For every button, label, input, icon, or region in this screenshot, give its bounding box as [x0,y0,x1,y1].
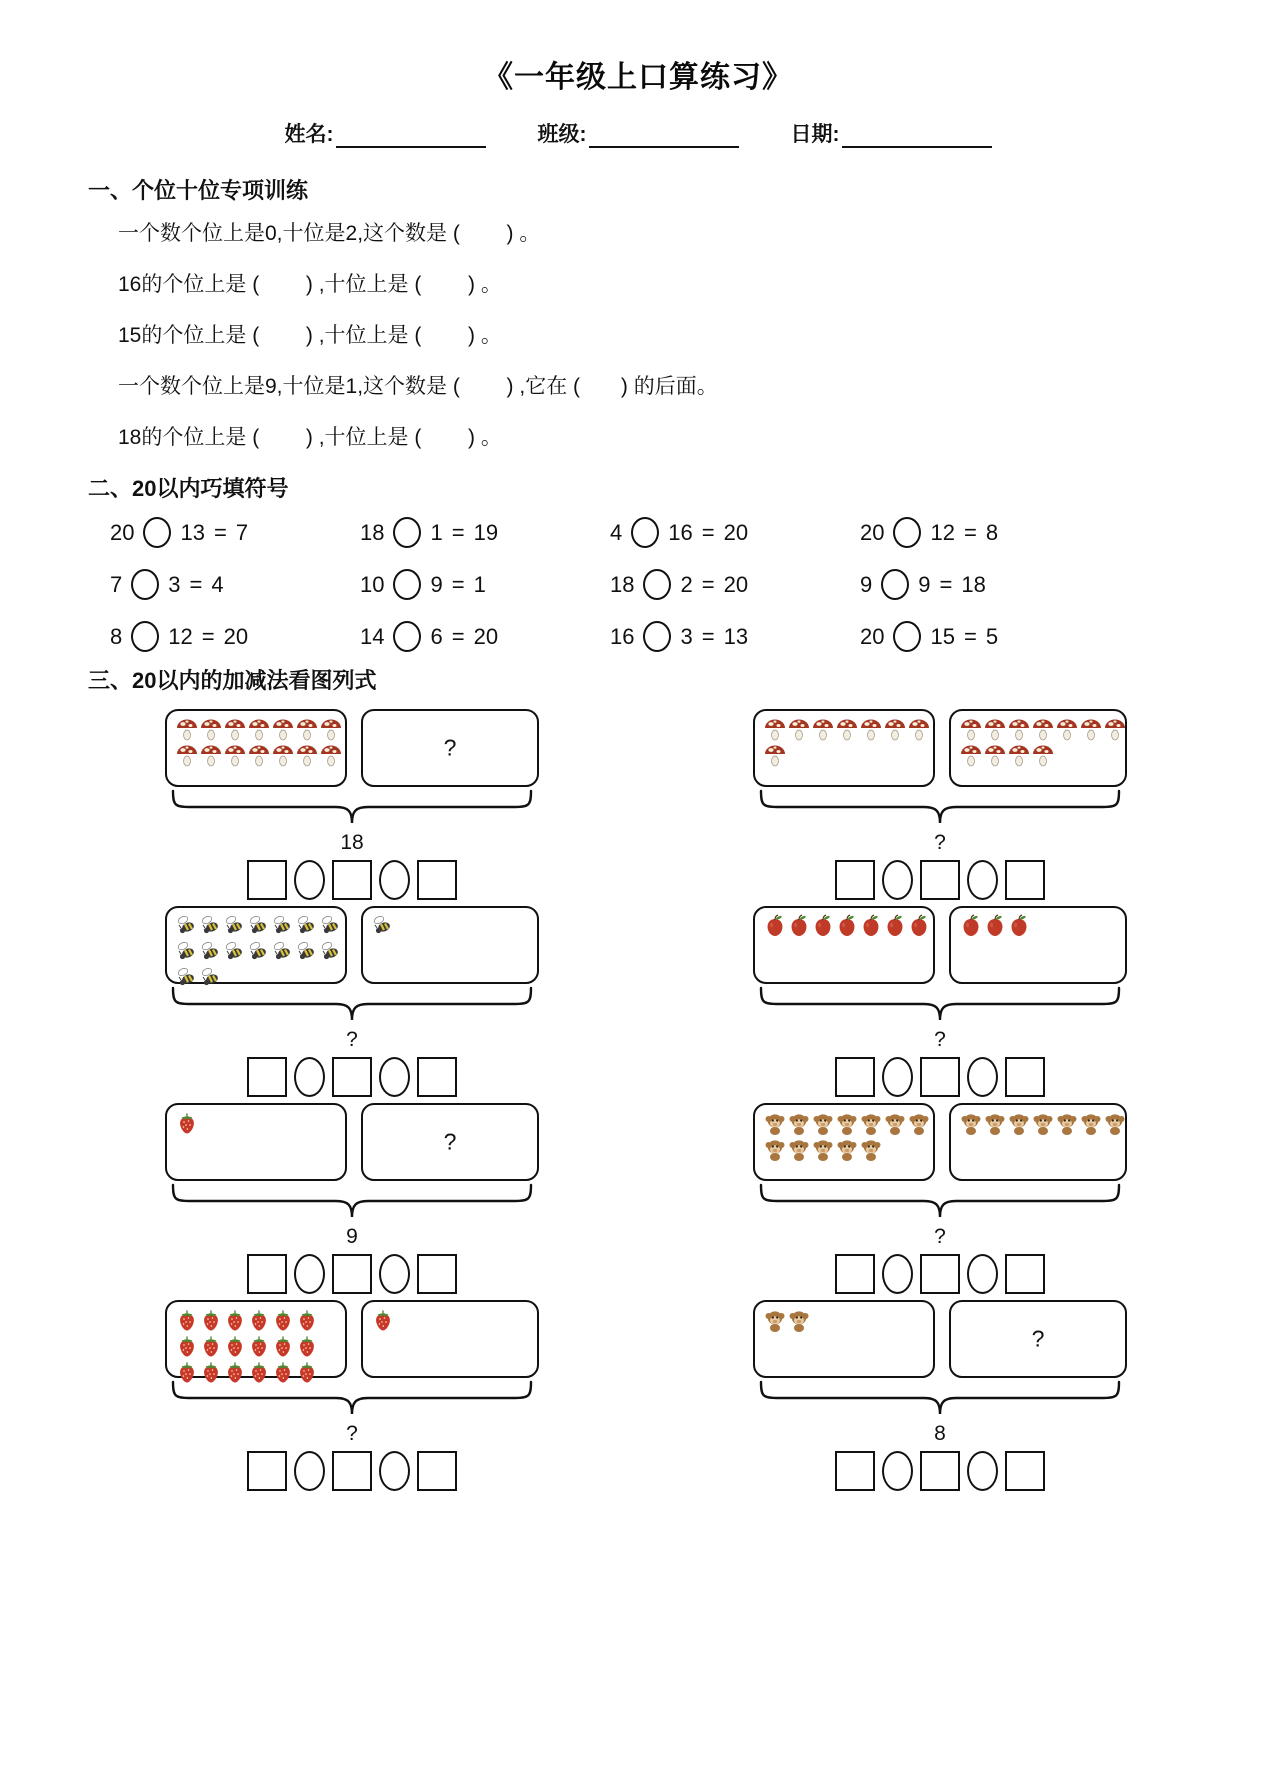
strawberry-icon [295,1333,319,1359]
bee-icon [199,913,223,939]
date-blank[interactable] [842,126,992,148]
page-title: 《一年级上口算练习》 [483,61,793,94]
worksheet-page [0,52,1276,1788]
answer-number-box[interactable] [920,1254,960,1294]
right-item-box [949,1103,1127,1181]
bee-icon [319,913,343,939]
equation-right-operand: 3 [168,571,181,597]
bee-icon [319,939,343,965]
equation-right-operand: 9 [918,571,931,597]
bee-icon [199,939,223,965]
operator-circle[interactable] [131,569,159,600]
left-item-box [165,1103,347,1181]
equation-left-operand: 16 [610,623,635,649]
answer-slot-row [646,860,1234,900]
item-boxes [58,709,646,787]
item-group [959,1110,1127,1136]
equation-result: 20 [473,623,499,649]
strawberry-icon [175,1307,199,1333]
monkey-icon [787,1307,811,1333]
section-1-heading: 一、个位十位专项训练 [88,178,309,203]
operator-circle[interactable] [881,569,909,600]
item-boxes [58,1300,646,1378]
equation-grid [110,517,1110,652]
apple-icon [1007,913,1031,939]
mushroom-icon [1007,742,1031,768]
answer-slot-row [646,1254,1234,1294]
total-value: ? [934,1028,946,1051]
strawberry-icon [271,1333,295,1359]
equation-left-operand: 8 [110,623,123,649]
operator-circle[interactable] [643,621,671,652]
mushroom-icon [271,742,295,768]
mushroom-icon [835,716,859,742]
right-item-box [361,709,539,787]
monkey-icon [787,1136,811,1162]
strawberry-icon [223,1307,247,1333]
item-boxes [58,1103,646,1181]
equation-item [860,569,1110,600]
mushroom-icon [175,716,199,742]
left-item-box [753,1300,935,1378]
picture-problem-row [0,1300,1276,1491]
operator-circle[interactable] [131,621,159,652]
equation-right-operand: 3 [680,623,693,649]
apple-icon [811,913,835,939]
name-label: 姓名: [284,123,334,146]
equation-item [860,621,1110,652]
monkey-icon [763,1110,787,1136]
bee-icon [175,939,199,965]
mushroom-icon [295,716,319,742]
bee-icon [295,939,319,965]
right-item-box [361,906,539,984]
answer-number-box[interactable] [1005,1451,1045,1491]
answer-number-box[interactable] [332,1451,372,1491]
mushroom-icon [983,716,1007,742]
right-item-box [361,1300,539,1378]
equation-item [360,517,610,548]
operator-circle[interactable] [393,517,421,548]
strawberry-icon [247,1333,271,1359]
answer-operator-circle[interactable] [967,860,998,900]
section-1-question: 15的个位上是 ( ) ,十位上是 ( ) 。 [118,324,502,347]
mushroom-icon [271,716,295,742]
answer-number-box[interactable] [247,1451,287,1491]
equation-left-operand: 20 [860,623,885,649]
strawberry-icon [199,1307,223,1333]
mushroom-icon [959,742,983,768]
equation-left-operand: 20 [860,519,885,545]
equation-result: 4 [211,571,224,597]
strawberry-icon [199,1333,223,1359]
mushroom-icon [247,716,271,742]
monkey-icon [959,1110,983,1136]
equation-result: 20 [223,623,249,649]
section-1-question: 18的个位上是 ( ) ,十位上是 ( ) 。 [118,426,502,449]
item-group [371,1307,539,1333]
section-1-question-list [0,217,1276,451]
answer-slot-row [646,1451,1234,1491]
answer-number-box[interactable] [835,860,875,900]
equation-result: 8 [985,519,999,545]
answer-number-box[interactable] [835,1451,875,1491]
equation-right-operand: 6 [430,623,443,649]
right-item-box [949,906,1127,984]
answer-operator-circle[interactable] [967,1451,998,1491]
equation-result: 18 [961,571,986,597]
monkey-icon [811,1136,835,1162]
mushroom-icon [1055,716,1079,742]
mushroom-icon [247,742,271,768]
bee-icon [271,939,295,965]
answer-number-box[interactable] [835,1057,875,1097]
equation-result: 20 [723,571,749,597]
bee-icon [223,939,247,965]
answer-number-box[interactable] [247,860,287,900]
strawberry-icon [295,1307,319,1333]
equation-item [610,621,860,652]
operator-circle[interactable] [143,517,171,548]
section-1-question: 一个数个位上是9,十位是1,这个数是 ( ) ,它在 ( ) 的后面。 [118,375,718,398]
equation-item [610,517,860,548]
answer-operator-circle[interactable] [967,1057,998,1097]
left-item-box [165,709,347,787]
strawberry-icon [223,1333,247,1359]
left-item-box [165,906,347,984]
item-group [175,1307,319,1385]
answer-number-box[interactable] [920,1057,960,1097]
answer-operator-circle[interactable] [882,860,913,900]
equation-result: 19 [473,519,499,545]
section-1-question: 一个数个位上是0,十位是2,这个数是 ( ) 。 [118,222,541,245]
bee-icon [247,913,271,939]
bee-icon [175,913,199,939]
bee-icon [247,939,271,965]
equals-sign: = [939,571,953,597]
left-item-box [165,1300,347,1378]
answer-slot-row [58,1451,646,1491]
mushroom-icon [959,716,983,742]
mushroom-icon [223,742,247,768]
equals-sign: = [451,571,465,597]
left-item-box [753,1103,935,1181]
item-group [175,913,343,991]
strawberry-icon [175,1110,199,1136]
answer-number-box[interactable] [247,1254,287,1294]
operator-circle[interactable] [631,517,659,548]
strawberry-icon [247,1307,271,1333]
item-group [763,1110,931,1162]
mushroom-icon [983,742,1007,768]
total-value: ? [934,1225,946,1248]
equation-right-operand: 12 [168,623,193,649]
mushroom-icon [319,742,343,768]
answer-operator-circle[interactable] [294,860,325,900]
equation-item [360,621,610,652]
mushroom-icon [787,716,811,742]
monkey-icon [835,1136,859,1162]
answer-number-box[interactable] [417,1057,457,1097]
mushroom-icon [763,716,787,742]
equation-left-operand: 10 [360,571,385,597]
answer-operator-circle[interactable] [294,1451,325,1491]
picture-problem [58,1103,646,1294]
equation-left-operand: 7 [110,571,123,597]
monkey-icon [859,1110,883,1136]
class-field[interactable] [538,118,739,148]
mushroom-icon [199,716,223,742]
picture-problem [58,709,646,900]
section-1-question: 16的个位上是 ( ) ,十位上是 ( ) 。 [118,273,502,296]
equation-result: 20 [723,519,749,545]
picture-problem-row [0,709,1276,900]
bee-icon [223,913,247,939]
monkey-icon [1079,1110,1103,1136]
name-blank[interactable] [336,126,486,148]
equation-left-operand: 4 [610,519,623,545]
bee-icon [295,913,319,939]
right-item-box [361,1103,539,1181]
monkey-icon [835,1110,859,1136]
monkey-icon [907,1110,931,1136]
mushroom-icon [883,716,907,742]
student-info-row [0,118,1276,148]
right-item-box [949,709,1127,787]
equation-result: 5 [985,623,999,649]
answer-slot-row [58,1254,646,1294]
monkey-icon [1055,1110,1079,1136]
mushroom-icon [1031,742,1055,768]
left-item-box [753,906,935,984]
strawberry-icon [175,1333,199,1359]
answer-operator-circle[interactable] [967,1254,998,1294]
answer-number-box[interactable] [1005,1254,1045,1294]
equals-sign: = [189,571,203,597]
mushroom-icon [1103,716,1127,742]
mushroom-icon [223,716,247,742]
equals-sign: = [201,623,215,649]
apple-icon [907,913,931,939]
class-blank[interactable] [589,126,739,148]
answer-number-box[interactable] [417,860,457,900]
mushroom-icon [175,742,199,768]
equation-result: 1 [473,571,486,597]
equals-sign: = [451,623,465,649]
answer-operator-circle[interactable] [882,1451,913,1491]
mushroom-icon [763,742,787,768]
picture-problem [646,709,1234,900]
answer-number-box[interactable] [835,1254,875,1294]
mushroom-icon [1007,716,1031,742]
unknown-quantity-label: ? [443,734,457,761]
total-value: ? [346,1422,358,1445]
equation-result: 7 [235,519,249,545]
monkey-icon [763,1136,787,1162]
strawberry-icon [371,1307,395,1333]
picture-problem-area [0,709,1276,1491]
equation-right-operand: 16 [668,519,693,545]
picture-problem [646,1103,1234,1294]
monkey-icon [787,1110,811,1136]
apple-icon [859,913,883,939]
mushroom-icon [859,716,883,742]
mushroom-icon [811,716,835,742]
equals-sign: = [701,623,715,649]
item-group [175,716,343,768]
item-group [371,913,539,939]
mushroom-icon [1031,716,1055,742]
total-value: 8 [934,1422,946,1445]
operator-circle[interactable] [643,569,671,600]
equals-sign: = [213,519,227,545]
picture-problem-row [0,906,1276,1097]
equation-item [360,569,610,600]
bee-icon [271,913,295,939]
monkey-icon [1007,1110,1031,1136]
date-label: 日期: [790,123,840,146]
total-value: ? [934,831,946,854]
operator-circle[interactable] [393,569,421,600]
answer-operator-circle[interactable] [379,1057,410,1097]
operator-circle[interactable] [893,517,921,548]
equals-sign: = [701,519,715,545]
item-boxes [58,906,646,984]
left-item-box [753,709,935,787]
apple-icon [983,913,1007,939]
equation-left-operand: 18 [360,519,385,545]
answer-number-box[interactable] [332,1254,372,1294]
answer-number-box[interactable] [332,1057,372,1097]
equation-left-operand: 14 [360,623,385,649]
equals-sign: = [963,623,977,649]
monkey-icon [811,1110,835,1136]
item-boxes [646,709,1234,787]
item-group [763,1307,931,1333]
section-3-heading: 三、20以内的加减法看图列式 [88,668,377,693]
equation-right-operand: 9 [430,571,443,597]
answer-operator-circle[interactable] [882,1254,913,1294]
equation-right-operand: 1 [430,519,443,545]
answer-number-box[interactable] [417,1254,457,1294]
item-group [763,716,931,768]
unknown-quantity-label: ? [443,1128,457,1155]
answer-operator-circle[interactable] [294,1057,325,1097]
answer-number-box[interactable] [332,860,372,900]
monkey-icon [1103,1110,1127,1136]
monkey-icon [1031,1110,1055,1136]
apple-icon [959,913,983,939]
mushroom-icon [907,716,931,742]
answer-number-box[interactable] [920,1451,960,1491]
item-group [175,1110,343,1136]
answer-slot-row [58,860,646,900]
equation-right-operand: 2 [680,571,693,597]
item-boxes [646,906,1234,984]
class-label: 班级: [537,123,587,146]
monkey-icon [983,1110,1007,1136]
apple-icon [763,913,787,939]
equation-result: 13 [723,623,749,649]
total-value: 9 [346,1225,358,1248]
total-value: 18 [340,831,364,854]
name-field[interactable] [285,118,486,148]
answer-operator-circle[interactable] [882,1057,913,1097]
date-field[interactable] [791,118,992,148]
total-value: ? [346,1028,358,1051]
mushroom-icon [1079,716,1103,742]
monkey-icon [763,1307,787,1333]
answer-operator-circle[interactable] [379,1451,410,1491]
item-group [763,913,931,939]
equals-sign: = [451,519,465,545]
equals-sign: = [701,571,715,597]
answer-slot-row [58,1057,646,1097]
answer-operator-circle[interactable] [379,860,410,900]
answer-number-box[interactable] [1005,1057,1045,1097]
monkey-icon [859,1136,883,1162]
answer-number-box[interactable] [247,1057,287,1097]
picture-problem-row [0,1103,1276,1294]
answer-operator-circle[interactable] [379,1254,410,1294]
item-group [959,913,1127,939]
unknown-quantity-label: ? [1031,1325,1045,1352]
equation-right-operand: 13 [180,519,205,545]
apple-icon [787,913,811,939]
operator-circle[interactable] [393,621,421,652]
section-2-heading: 二、20以内巧填符号 [88,476,289,501]
item-boxes [646,1103,1234,1181]
equation-left-operand: 9 [860,571,873,597]
apple-icon [835,913,859,939]
equation-item [860,517,1110,548]
item-boxes [646,1300,1234,1378]
picture-problem [646,1300,1234,1491]
mushroom-icon [295,742,319,768]
equation-item [110,569,360,600]
mushroom-icon [199,742,223,768]
equals-sign: = [963,519,977,545]
answer-operator-circle[interactable] [294,1254,325,1294]
strawberry-icon [271,1307,295,1333]
right-item-box [949,1300,1127,1378]
mushroom-icon [319,716,343,742]
answer-number-box[interactable] [920,860,960,900]
answer-number-box[interactable] [1005,860,1045,900]
equation-right-operand: 12 [930,519,955,545]
answer-slot-row [646,1057,1234,1097]
picture-problem [58,906,646,1097]
answer-number-box[interactable] [417,1451,457,1491]
equation-item [110,517,360,548]
bee-icon [371,913,395,939]
equation-right-operand: 15 [930,623,955,649]
monkey-icon [883,1110,907,1136]
picture-problem [646,906,1234,1097]
item-group [959,716,1127,768]
equation-left-operand: 18 [610,571,635,597]
apple-icon [883,913,907,939]
equation-item [610,569,860,600]
operator-circle[interactable] [893,621,921,652]
equation-left-operand: 20 [110,519,135,545]
picture-problem [58,1300,646,1491]
equation-item [110,621,360,652]
